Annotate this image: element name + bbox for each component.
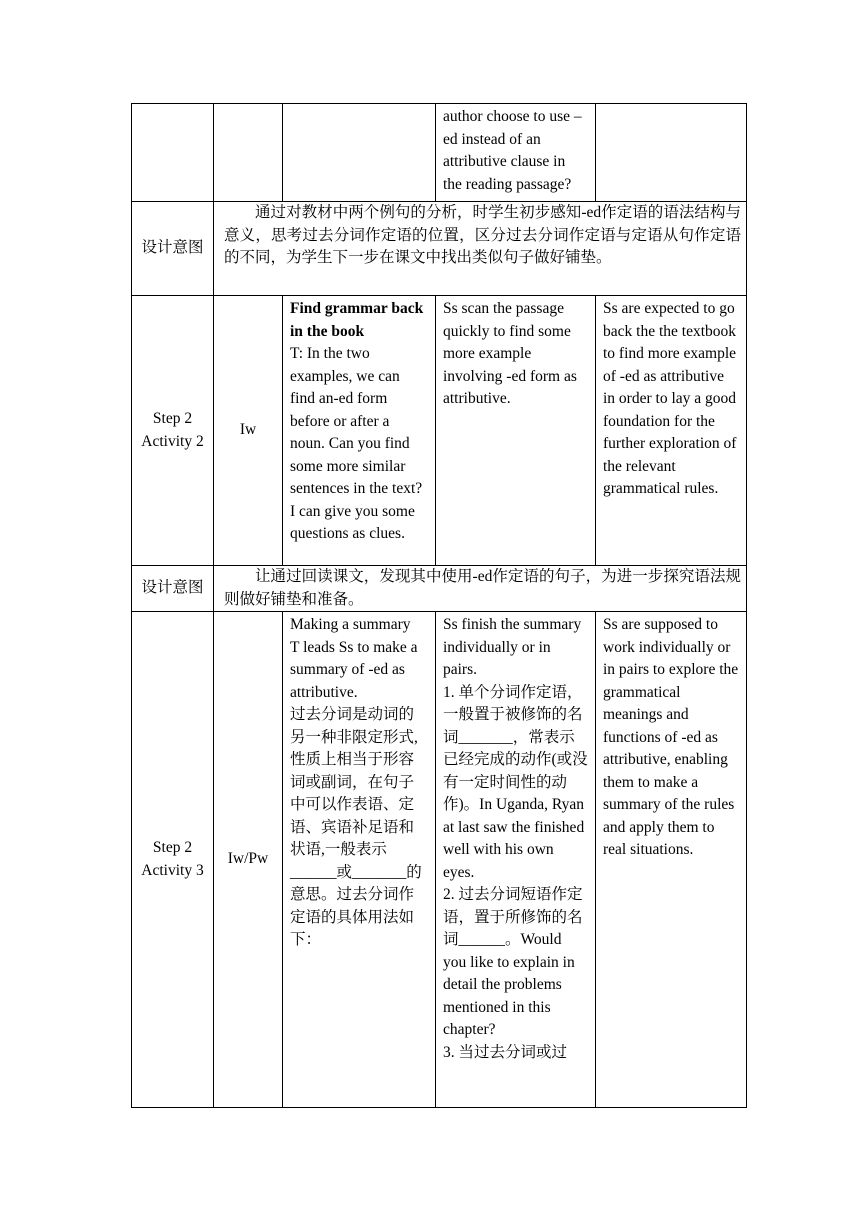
lesson-plan-table (131, 103, 747, 1108)
teacher-activity-en: T leads Ss to make a summary of -ed as attributive. (290, 638, 418, 701)
cell-empty (132, 104, 214, 202)
summary-point-2: 2. 过去分词短语作定语，置于所修饰的名词______。Would you like to explain in detail the problems mentioned in this chapter? (443, 886, 583, 1038)
design-intent-text: 让通过回读课文，发现其中使用-ed作定语的句子，为进一步探究语法规则做好铺垫和准备。 (224, 568, 741, 608)
design-intent-cell (214, 566, 747, 612)
cell-empty (214, 104, 283, 202)
activity-title: Making a summary (290, 616, 411, 633)
teacher-activity-cn: 过去分词是动词的另一种非限定形式,性质上相当于形容词或副词，在句子中可以作表语、定语、宾语补足语和状语,一般表示______或_______的意思。过去分词作定语的具体用法如下： (290, 706, 422, 948)
design-intent-label: 设计意图 (132, 202, 214, 296)
table-row (132, 296, 747, 566)
teacher-activity-cell (283, 296, 436, 566)
interaction-mode: Iw/Pw (214, 612, 283, 1108)
cell-empty (283, 104, 436, 202)
purpose-cell (596, 612, 747, 1108)
table-row (132, 566, 747, 612)
interaction-mode: Iw (214, 296, 283, 566)
student-activity-cell (436, 104, 596, 202)
table-row (132, 104, 747, 202)
student-activity-text: author choose to use –ed instead of an attributive clause in the reading passage? (443, 108, 582, 193)
design-intent-cell (214, 202, 747, 296)
cell-empty (596, 104, 747, 202)
student-activity-cell (436, 296, 596, 566)
student-activity-text: Ss scan the passage quickly to find some more example involving -ed form as attributive. (443, 300, 577, 407)
teacher-activity-cell (283, 612, 436, 1108)
purpose-text: Ss are expected to go back the the textbook to find more example of -ed as attributive in order to lay a good foundation for the further exploration of the relevant grammatical rules. (603, 300, 737, 497)
student-intro: Ss finish the summary individually or in pairs. (443, 616, 582, 678)
purpose-cell (596, 296, 747, 566)
teacher-activity-text: T: In the two examples, we can find an-ed form before or after a noun. Can you find some more similar sentences in the text? I can give you some questions as clues. (290, 345, 423, 542)
student-activity-cell (436, 612, 596, 1108)
step-label: Step 2 Activity 3 (132, 612, 214, 1108)
summary-point-3: 3. 当过去分词或过 (443, 1043, 568, 1061)
activity-title: Find grammar back in the book (290, 300, 424, 340)
table-row (132, 202, 747, 296)
purpose-text: Ss are supposed to work individually or in pairs to explore the grammatical meanings and functions of -ed as attributive, enabling them to make a summary of the rules and apply them to real situations. (603, 616, 739, 858)
table-row (132, 612, 747, 1108)
summary-point-1: 1. 单个分词作定语，一般置于被修饰的名词_______，常表示已经完成的动作(或没有一定时间性的动作)。In Uganda, Ryan at last saw the finished well with his own eyes. (443, 683, 588, 881)
design-intent-text: 通过对教材中两个例句的分析，时学生初步感知-ed作定语的语法结构与意义，思考过去分词作定语的位置，区分过去分词作定语与定语从句作定语的不同，为学生下一步在课文中找出类似句子做好铺垫。 (224, 204, 741, 266)
step-label: Step 2 Activity 2 (132, 296, 214, 566)
design-intent-label: 设计意图 (132, 566, 214, 612)
